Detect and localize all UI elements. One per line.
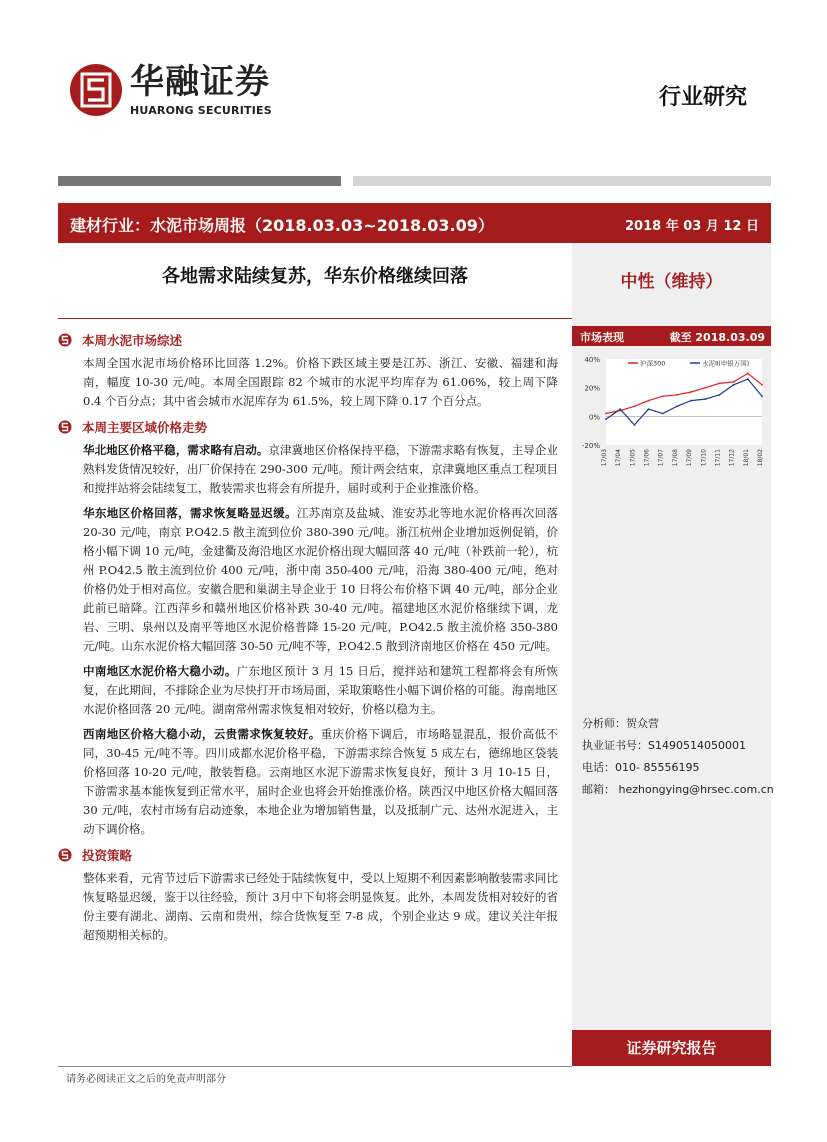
analyst-name: 分析师：贺众营 bbox=[582, 717, 659, 730]
disclaimer-footer: 请务必阅读正文之后的免责声明部分 bbox=[66, 1074, 226, 1085]
section-header bbox=[58, 845, 558, 865]
y-tick-label: -20% bbox=[581, 442, 600, 450]
plot-area bbox=[606, 359, 762, 445]
y-tick-label: 0% bbox=[588, 413, 600, 422]
data-point bbox=[761, 384, 763, 386]
header-divider-light bbox=[353, 176, 771, 186]
x-tick-label: 17/10 bbox=[700, 449, 708, 467]
data-point bbox=[719, 394, 721, 396]
report-date: 2018 年 03 月 12 日 bbox=[625, 219, 759, 234]
x-tick-label: 17/05 bbox=[629, 449, 637, 467]
section-header bbox=[58, 330, 558, 350]
headline: 各地需求陆续复苏，华东价格继续回落 bbox=[162, 266, 468, 287]
x-tick-label: 17/11 bbox=[714, 449, 722, 467]
legend-label: 水泥Ⅱ(申银万国) bbox=[702, 359, 750, 368]
x-tick-label: 17/06 bbox=[643, 449, 651, 467]
paragraph-lead: 华东地区价格回落，需求恢复略显迟缓。 bbox=[83, 506, 297, 520]
report-title-bar bbox=[58, 203, 771, 243]
x-tick-label: 17/08 bbox=[671, 449, 679, 467]
footer-rule bbox=[58, 1066, 572, 1067]
paragraph bbox=[83, 441, 558, 498]
paragraph-lead: 华北地区价格平稳，需求略有启动。 bbox=[83, 443, 269, 457]
analyst-email: 邮箱： hezhongying@hrsec.com.cn bbox=[582, 783, 774, 796]
paragraph-lead: 西南地区价格大稳小动，云贵需求恢复较好。 bbox=[83, 727, 321, 741]
x-tick-label: 18/01 bbox=[742, 449, 750, 467]
section-bullet-icon bbox=[58, 332, 72, 351]
brand-block bbox=[130, 62, 272, 117]
header-divider-dark bbox=[58, 176, 341, 186]
content-top-rule bbox=[58, 318, 572, 319]
x-tick-label: 17/12 bbox=[728, 449, 736, 467]
market-performance-chart bbox=[572, 349, 771, 473]
sidebar bbox=[572, 243, 774, 1066]
data-point bbox=[676, 405, 678, 407]
legend-label: 沪深300 bbox=[640, 359, 666, 368]
data-point bbox=[676, 394, 678, 396]
data-point bbox=[605, 413, 607, 415]
data-point bbox=[719, 382, 721, 384]
section-bullet-icon bbox=[58, 419, 72, 438]
data-point bbox=[662, 413, 664, 415]
paragraph bbox=[83, 869, 558, 945]
paragraph-text: 广东地区预计 3 月 15 日后，搅拌站和建筑工程都将会有所恢复，在此期间，不排除企业为尽快打开市场局面，采取策略性小幅下调价格的可能。海南地区水泥价格回落 20 元/吨。湖南常州需求恢复相对较好，价格以稳为主。 bbox=[83, 664, 558, 716]
data-point bbox=[747, 372, 749, 374]
brand-name-en: HUARONG SECURITIES bbox=[130, 104, 272, 117]
data-point bbox=[761, 395, 763, 397]
data-point bbox=[704, 387, 706, 389]
section-title: 本周水泥市场综述 bbox=[82, 333, 183, 348]
data-point bbox=[690, 400, 692, 402]
x-tick-label: 17/04 bbox=[615, 449, 623, 467]
paragraph-text: 江苏南京及盐城、淮安苏北等地水泥价格再次回落 20-30 元/吨，南京 P.O42.5 散主流到位价 380-390 元/吨。浙江杭州企业增加返例促销，价格小幅下调 10 元/吨，金建衢及海沿地区水泥价格出现大幅回落 40 元/吨（补跌前一轮），杭州 P.O42.5 散主流到位价 400 元/吨，浙中南 350-400 元/吨，沿海 380-400 元/吨，绝对价格仍处于相对高位。安徽合肥和巢湖主导企业于 10 日将公布价格下调 40 元/吨，部分企业此前已暗降。江西萍乡和赣州地区价格补跌 30-40 元/吨。福建地区水泥价格继续下调，龙岩、三明、泉州以及南平等地区水泥价格普降 15-20 元/吨，P.O42.5 散主流价格 350-380 元/吨。山东水泥价格大幅回落 30-50 元/吨不等，P.O42.5 散到济南地区价格在 450 元/吨。 bbox=[83, 506, 558, 653]
analyst-info bbox=[582, 713, 774, 801]
section-title: 本周主要区域价格走势 bbox=[82, 420, 208, 435]
report-type-badge: 证券研究报告 bbox=[572, 1030, 771, 1066]
paragraph bbox=[83, 662, 558, 719]
brand-name-cn: 华融证券 bbox=[130, 62, 270, 102]
data-point bbox=[747, 378, 749, 380]
analyst-phone: 电话：010- 85556195 bbox=[582, 761, 700, 774]
paragraph-text: 重庆价格下调后，市场略显混乱，报价高低不同，30-45 元/吨不等。四川成都水泥价格平稳，下游需求综合恢复 5 成左右，德绵地区袋装价格回落 10-20 元/吨，散装暂稳。云南地区水泥下游需求恢复良好，预计 3 月 10-15 日，下游需求基本能恢复到正常水平，届时企业也将会开始推涨价格。陕西汉中地区价格大幅回落 30 元/吨，农村市场有启动迹象，本地企业为增加销售量，以及抵制广元、达州水泥进入，主动下调价格。 bbox=[83, 727, 559, 836]
paragraph bbox=[83, 354, 558, 411]
market-performance-label: 市场表现 bbox=[580, 331, 624, 344]
y-tick-label: 20% bbox=[584, 384, 600, 393]
paragraph bbox=[83, 504, 558, 656]
report-title: 建材行业：水泥市场周报（2018.03.03~2018.03.09） bbox=[70, 216, 494, 235]
data-point bbox=[619, 408, 621, 410]
x-tick-label: 17/03 bbox=[601, 449, 608, 467]
company-logo bbox=[68, 62, 124, 122]
section-bullet-icon bbox=[58, 847, 72, 866]
paragraph bbox=[83, 725, 558, 839]
data-point bbox=[662, 395, 664, 397]
data-point bbox=[648, 408, 650, 410]
x-tick-label: 17/09 bbox=[686, 449, 694, 467]
data-point bbox=[648, 400, 650, 402]
x-tick-label: 18/02 bbox=[757, 449, 764, 467]
analyst-license: 执业证书号：S1490514050001 bbox=[582, 739, 746, 752]
section-header bbox=[58, 417, 558, 437]
data-point bbox=[733, 384, 735, 386]
x-tick-label: 17/07 bbox=[657, 449, 665, 467]
market-performance-header bbox=[572, 326, 771, 346]
data-point bbox=[704, 398, 706, 400]
rating: 中性（维持） bbox=[620, 272, 723, 292]
doc-type-label: 行业研究 bbox=[658, 85, 747, 110]
data-point bbox=[633, 405, 635, 407]
market-performance-date: 截至 2018.03.09 bbox=[669, 331, 765, 344]
paragraph-text: 本周全国水泥市场价格环比回落 1.2%。价格下跌区域主要是江苏、浙江、安徽、福建和海南，幅度 10-30 元/吨。本周全国跟踪 82 个城市的水泥平均库存为 61.06%，较上周下降 0.4 个百分点；其中省会城市水泥库存为 61.5%，较上周下降 0.17 个百分点。 bbox=[83, 356, 558, 408]
paragraph-text: 京津冀地区价格保持平稳，下游需求略有恢复，主导企业熟料发货情况较好，出厂价保持在 290-300 元/吨。预计两会结束，京津冀地区重点工程项目和搅拌站将会陆续复工，散装需求也将会有所提升，届时或利于企业推涨价格。 bbox=[83, 443, 559, 495]
main-content bbox=[58, 330, 558, 951]
paragraph-text: 整体来看，元宵节过后下游需求已经处于陆续恢复中，受以上短期不利因素影响散装需求同比恢复略显迟缓，鉴于以往经验，预计 3月中下旬将会明显恢复。此外，本周发货相对较好的省份主要有湖北、湖南、云南和贵州，综合货恢复至 7-8 成，个别企业达 9 成。建议关注年报超预期相关标的。 bbox=[83, 871, 558, 942]
y-tick-label: 40% bbox=[584, 356, 600, 364]
paragraph-lead: 中南地区水泥价格大稳小动。 bbox=[83, 664, 237, 678]
data-point bbox=[690, 391, 692, 393]
data-point bbox=[733, 381, 735, 383]
data-point bbox=[605, 418, 607, 420]
section-title: 投资策略 bbox=[82, 848, 133, 863]
data-point bbox=[633, 424, 635, 426]
